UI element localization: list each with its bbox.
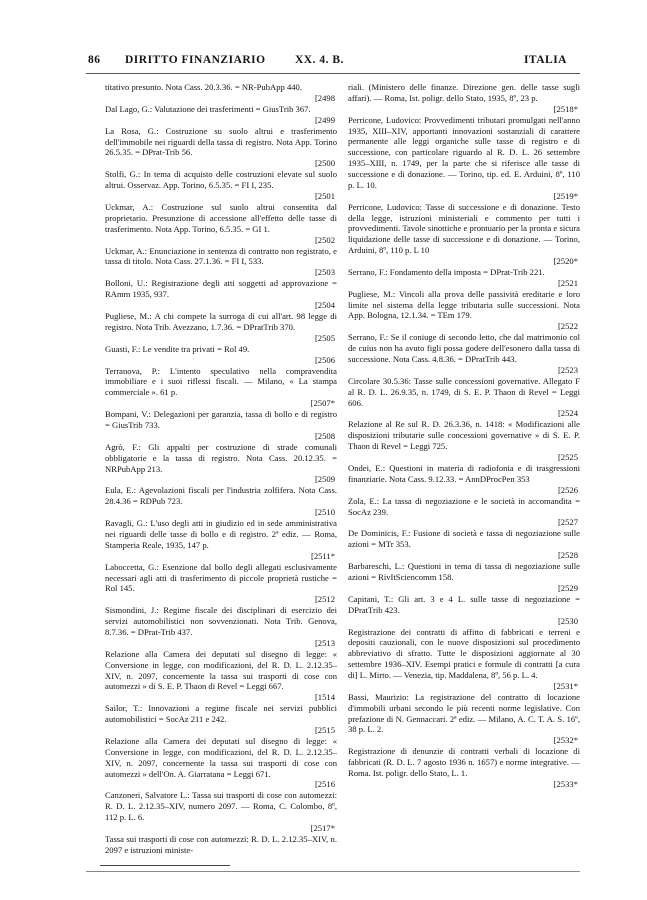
bibliography-entry	[348, 289, 580, 332]
entry-text: riali. (Ministero delle finanze. Direzione gen. delle tasse sugli affari). — Roma, Ist. poligr. dello Stato, 1935, 8º, 23 p.	[348, 82, 580, 103]
entry-text: Tassa sui trasporti di cose con automezzi: R. D. L. 2.12.35–XIV, n. 2097 e istruzioni ministe-	[105, 833, 337, 855]
entry-number: [2501	[314, 191, 335, 201]
entry-text: Bolloni, U.: Registrazione degli atti soggetti ad approvazione = RAmm 1935, 937.	[105, 278, 337, 300]
entry-number: [2524	[557, 408, 578, 419]
entry-number: [2498	[314, 92, 335, 103]
bibliography-entry	[105, 169, 337, 202]
bibliography-entry	[105, 703, 337, 736]
entry-text: Registrazione dei contratti di affitto di fabbricati e terreni e depositi cauzionali, con le nuove disposizioni sul procedimento abbreviativo di sfratto. Tutte le disposizioni aggiornate al 30 settembre 1936–XIV. Esempi pratici e formule di contratti [a cura di] L. Mirto. — Venezia, tip. Maddalena, 8º, 56 p. L. 4.	[348, 626, 580, 680]
entry-text: Bompani, V.: Delegazioni per garanzia, tassa di bollo e di registro = GiusTrib 733.	[105, 409, 337, 431]
entry-number: [2530	[557, 615, 578, 626]
entry-number: [2505	[314, 332, 335, 343]
bibliography-entry	[105, 246, 337, 279]
entry-text: Dal Lago, G.: Valutazione dei trasferimenti = GiusTrib 367.	[105, 103, 311, 114]
entry-text: Eula, E.: Agevolazioni fiscali per l'industria zolfifera. Nota Cass. 28.4.36 = RDPub 723.	[105, 485, 337, 507]
bibliography-entry	[348, 692, 580, 746]
entry-text: Relazione alla Camera dei deputati sul disegno di legge: « Conversione in legge, con modificazioni, del R. D. L. 2.12.35–XIV, n. 2097, concernente la tassa sui trasporti di cose con automezzi » di S. E. P. Thaon di Revel = Leggi 667.	[105, 648, 337, 692]
left-column	[105, 82, 337, 856]
bibliography-entry	[105, 126, 337, 169]
bibliography-entry	[105, 409, 337, 442]
entry-number: [2531*	[553, 680, 578, 691]
bibliography-entry	[348, 746, 580, 789]
footer-rule	[86, 871, 580, 872]
entry-number: [2516	[314, 779, 335, 790]
entry-text: Terranova, P.: L'intento speculativo nella compravendita immobiliare e i suoi riflessi fiscali. — Milano, « La stampa commerciale ». 61 p.	[105, 365, 337, 398]
entry-text: Capitani, T.: Gli art. 3 e 4 L. sulle tasse di negoziazione = DPratTrib 423.	[348, 593, 580, 615]
volume-label: XX. 4. B.	[295, 54, 344, 66]
page-number: 86	[88, 54, 101, 66]
entry-number: [2500	[314, 158, 335, 169]
entry-text: Registrazione di denunzie di contratti verbali di locazione di fabbricati (R. D. L. 7 agosto 1936 n. 1657) e norme integrative. — Roma. Ist. poligr. dello Stato, L. 1.	[348, 746, 580, 778]
bibliography-entry	[348, 594, 580, 627]
entry-text: Serrano, F.: Fondamento della imposta = DPrat-Trib 221.	[348, 266, 545, 277]
entry-number: [2521	[557, 277, 578, 288]
entry-text: Guasti, F.: Le vendite tra privati = Rol 49.	[105, 343, 250, 354]
entry-number: [2526	[557, 484, 578, 495]
entry-text: De Dominicis, F.: Fusione di società e tassa di negoziazione sulle azioni = MTr 353.	[348, 528, 580, 550]
entry-text: La Rosa, G.: Costruzione su suolo altrui e trasferimento dell'immobile nei riguardi della tassa di registro. Nota App. Torino 26.5.35. = DPrat-Trib 56.	[105, 125, 337, 158]
entry-number: [2520*	[553, 255, 578, 266]
bibliography-entry	[348, 202, 580, 267]
entry-text: Sismondini, J.: Regime fiscale dei disciplinari di esercizio dei servizi automobilistici non sovvenzionati. Nota Trib. Genova, 8.7.36. = DPrat-Trib 437.	[105, 605, 337, 637]
right-column	[348, 82, 580, 790]
bibliography-entry	[105, 202, 337, 245]
bibliography-entry	[348, 561, 580, 594]
entry-text: Ondei, E.: Questioni in materia di radiofonia e di trasgressioni finanziarie. Nota Cass. 9.12.33. = AnnDProcPen 353	[348, 463, 580, 484]
bibliography-entry	[105, 442, 337, 485]
entry-number: [2503	[314, 267, 335, 278]
entry-number: [2527	[557, 517, 578, 528]
entry-text: Serrano, F.: Se il coniuge di secondo letto, che dal matrimonio col de cuius non ha avuto figli possa godere dell'esonero dalla tassa di successione. Nota Cass. 4.8.36. = DPratTrib 443.	[348, 332, 580, 365]
entry-number: [2513	[314, 637, 335, 648]
bibliography-entry	[105, 790, 337, 833]
entry-text: Bassi, Maurizio: La registrazione del contratto di locazione d'immobili urbani secondo le più recenti norme legislative. Con prefazione di N. Gennaccari. 2ª ediz. — Milano, A. C. T. A. S. 16º, 38 p. L. 2.	[348, 691, 580, 735]
entry-number: [2533*	[553, 778, 578, 789]
entry-number: [2528	[557, 550, 578, 561]
running-title: DIRITTO FINANZIARIO	[125, 54, 266, 66]
bibliography-entry	[105, 82, 337, 104]
entry-text: Uckmar, A.: Costruzione sul suolo altrui consentita dal proprietario. Presunzione di accessione all'effetto delle tasse di trasferimento. Nota App. Torino, 6.5.35. = GI 1.	[105, 202, 337, 234]
entry-text: Stolfi, G.: In tema di acquisto delle costruzioni elevate sul suolo altrui. Osservaz. App. Torino, 6.5.35. = FI I, 235.	[105, 169, 337, 191]
bibliography-entry	[105, 485, 337, 518]
bibliography-entry	[348, 332, 580, 375]
entry-number: [2502	[314, 234, 335, 245]
bibliography-entry	[105, 104, 337, 126]
entry-text: Pugliese, M.: Vincoli alla prova delle passività ereditarie e loro limite nel sistema della legge tributaria sulle successioni. Nota App. Bologna, 12.1.34. = TEm 179.	[348, 288, 580, 321]
entry-text: Perricone, Ludovico: Tasse di successione e di donazione. Testo della legge, istruzioni ministeriali e commento per tutti i provvedimenti. Tavole sinottiche e prontuario per la pronta e sicura liquidazione delle tasse di successione e di donazione. — Torino, Arduini, 8º, 110 p. L 10	[348, 201, 580, 256]
entry-number: [2522	[557, 321, 578, 332]
entry-text: Uckmar, A.: Enunciazione in sentenza di contratto non registrato, e tassa di titolo. Nota Cass. 27.1.36. = FI I, 533.	[105, 245, 337, 267]
bibliography-entry	[348, 115, 580, 202]
entry-number: [2506	[314, 354, 335, 365]
bibliography-entry	[348, 376, 580, 419]
entry-number: [2532*	[553, 735, 578, 746]
bibliography-entry	[105, 605, 337, 648]
entry-number: [2515	[314, 724, 335, 735]
entry-text: Barbareschi, L.: Questioni in tema di tassa di negoziazione sulle azioni = RivItSciencomm 158.	[348, 561, 580, 583]
entry-text: Perricone, Ludovico: Provvedimenti tributari promulgati nell'anno 1935, XIII–XIV, apportanti innovazioni sostanziali di carattere permanente alle leggi organiche sulle tasse di registro e di successione, con particolare riguardo al R. D. L. 26 settembre 1935–XIII, n. 1749, per la parte che si riferisce alle tasse di successione e di donazione. — Torino, tip. ed. E. Arduini, 8º, 110 p. L. 10.	[348, 114, 580, 190]
entry-number: [2507*	[310, 398, 335, 409]
bibliography-entry	[105, 366, 337, 409]
bibliography-entry	[105, 278, 337, 311]
entry-number: [2529	[557, 582, 578, 593]
entry-number: [2509	[314, 474, 335, 485]
page-header	[60, 54, 587, 70]
bibliography-entry	[348, 496, 580, 529]
entry-number: [2517*	[310, 822, 335, 833]
bibliography-entry	[105, 834, 337, 856]
entry-number: [2523	[557, 364, 578, 375]
entry-number: [2525	[557, 452, 578, 462]
bibliography-entry	[348, 463, 580, 496]
entry-number: [1514	[314, 692, 335, 703]
entry-number: [2518*	[553, 103, 578, 114]
bibliography-entry	[105, 736, 337, 790]
entry-number: [2510	[314, 507, 335, 518]
bibliography-entry	[348, 627, 580, 692]
entry-number: [2499	[314, 114, 335, 125]
entry-text: Canzoneri, Salvatore L.: Tassa sui trasporti di cose con automezzi: R. D. L. 2.12.35–XIV, numero 2097. — Roma, C. Colombo, 8º, 112 p. L. 6.	[105, 790, 337, 823]
entry-number: [2519*	[553, 190, 578, 201]
bibliography-entry	[105, 562, 337, 605]
entry-number: [2504	[314, 300, 335, 310]
entry-text: Relazione alla Camera dei deputati sul disegno di legge: « Conversione in legge, con modificazioni, del R. D. L. 2.12.35–XIV, n. 2097, concernente la tassa sui trasporti di cose con automezzi » dell'On. A. Giarratana = Leggi 671.	[105, 736, 337, 779]
entry-number: [2508	[314, 430, 335, 441]
bibliography-entry	[348, 528, 580, 561]
entry-text: Ravagli, G.: L'uso degli atti in giudizio ed in sede amministrativa nei riguardi delle tasse di bollo e di registro. 2ª ediz. — Roma, Stamperia Reale, 1935, 147 p.	[105, 518, 337, 550]
entry-text: Relazione al Re sul R. D. 26.3.36, n. 1418: « Modificazioni alle disposizioni tributarie sulle concessioni governative » di S. E. P. Thaon di Revel = Leggi 725.	[348, 419, 580, 452]
entry-text: Circolare 30.5.36: Tasse sulle concessioni governative. Allegato F al R. D. L. 26.9.35, n. 1749, di S. E. P. Thaon di Revel = Leggi 606.	[348, 375, 580, 408]
bibliography-entry	[348, 267, 580, 289]
entry-text: Sailor, T.: Innovazioni a regime fiscale nei servizi pubblici automobilistici = SocAz 211 e 242.	[105, 703, 337, 725]
bibliography-entry	[105, 344, 337, 366]
bibliography-entry	[348, 419, 580, 462]
entry-number: [2512	[314, 594, 335, 605]
bibliography-entry	[105, 518, 337, 561]
entry-text: titativo presunto. Nota Cass. 20.3.36. = NR-PubApp 440.	[105, 82, 303, 92]
entry-number: [2511*	[310, 550, 335, 561]
bibliography-entry	[348, 82, 580, 115]
entry-text: Agrò, F.: Gli appalti per costruzione di strade comunali obbligatorie e la tassa di registro. Nota Cass. 20.12.35. = NRPubApp 213.	[105, 441, 337, 474]
entry-text: Laboccetta, G.: Esenzione dal bollo degli allegati esclusivamente necessari agli atti di trasferimento di piccole proprietà rustiche = Rol 145.	[105, 561, 337, 594]
bibliography-entry	[105, 311, 337, 344]
entry-text: Pugliese, M.: A chi compete la surroga di cui all'art. 98 legge di registro. Nota Trib. Avezzano, 1.7.36. = DPratTrib 370.	[105, 311, 337, 332]
header-rule	[86, 73, 580, 74]
footer-rule-short	[100, 865, 230, 866]
entry-text: Zola, E.: La tassa di negoziazione e le società in accomandita = SocAz 239.	[348, 495, 580, 517]
bibliography-entry	[105, 649, 337, 703]
country-label: ITALIA	[523, 54, 567, 66]
